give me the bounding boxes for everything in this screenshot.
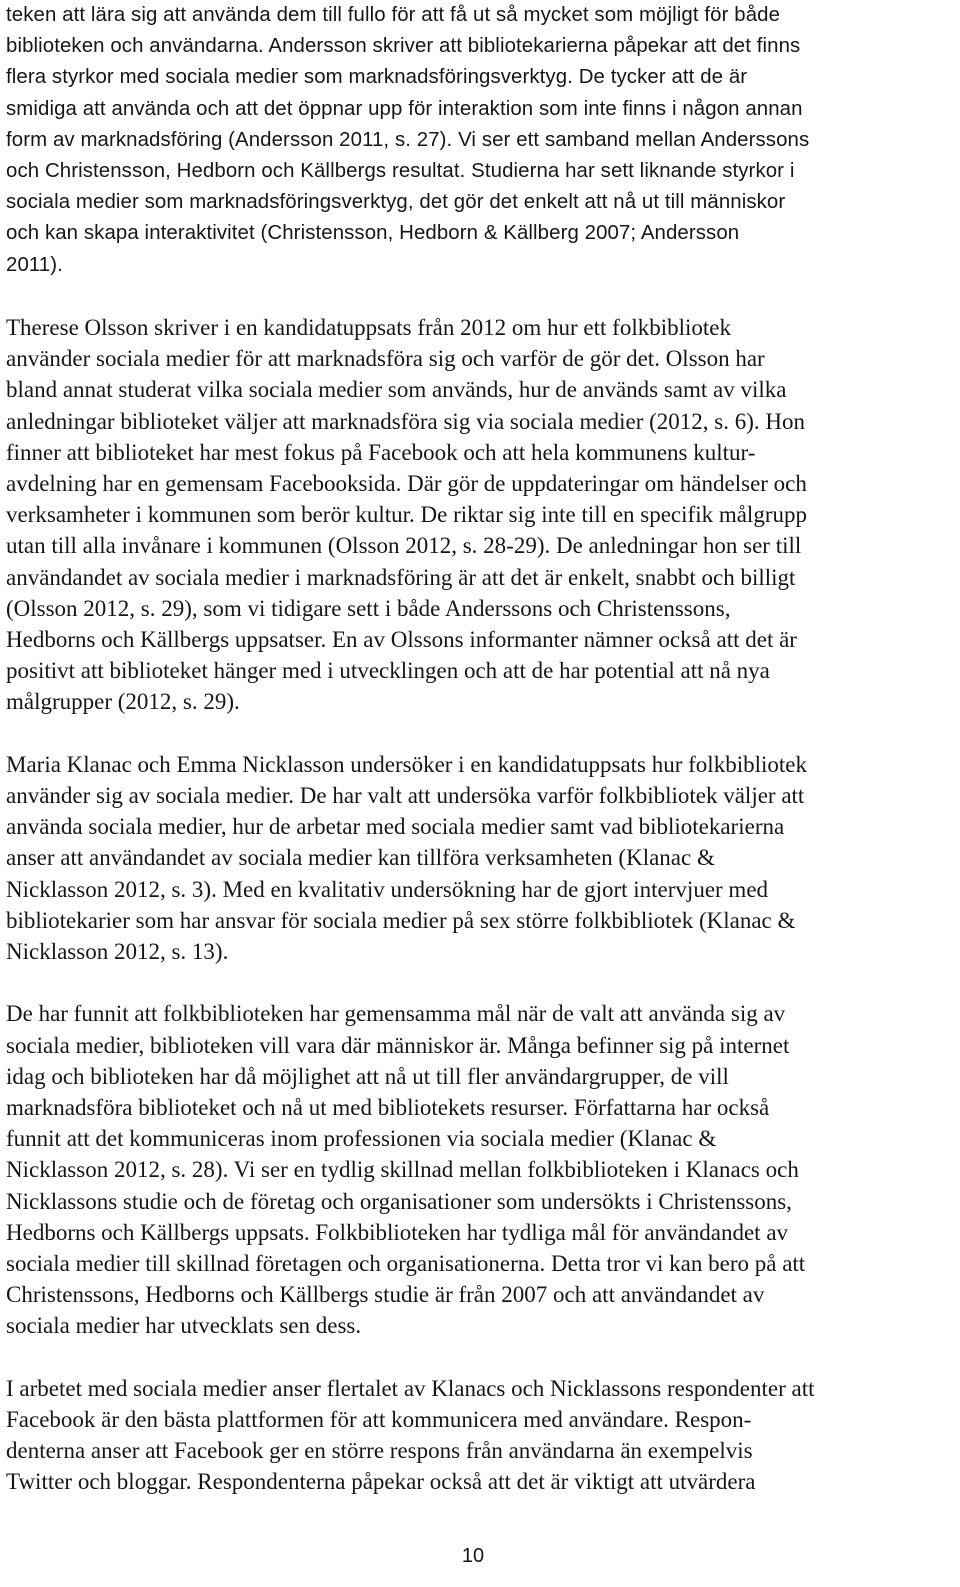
- text-line: Twitter och bloggar. Respondenterna påpekar också att det är viktigt att utvärdera: [6, 1469, 756, 1495]
- text-line: Therese Olsson skriver i en kandidatuppsats från 2012 om hur ett folkbibliotek: [6, 315, 731, 341]
- text-line: Hedborns och Källbergs uppsats. Folkbiblioteken har tydliga mål för användandet av: [6, 1219, 789, 1245]
- text-line: smidiga att använda och att det öppnar upp för interaktion som inte finns i någon annan: [6, 97, 803, 120]
- text-line: använder sociala medier för att marknadsföra sig och varför de gör det. Olsson har: [6, 346, 765, 372]
- paragraph: [6, 312, 946, 718]
- paragraph: [6, 0, 946, 281]
- text-line: (Olsson 2012, s. 29), som vi tidigare sett i både Anderssons och Christenssons,: [6, 595, 731, 621]
- text-line: form av marknadsföring (Andersson 2011, s. 27). Vi ser ett samband mellan Anderssons: [6, 128, 810, 151]
- text-line: sociala medier, biblioteken vill vara där människor är. Många befinner sig på internet: [6, 1032, 790, 1058]
- text-line: sociala medier har utvecklats sen dess.: [6, 1313, 362, 1339]
- text-line: verksamheter i kommunen som berör kultur. De riktar sig inte till en specifik målgrupp: [6, 502, 807, 528]
- text-line: utan till alla invånare i kommunen (Olsson 2012, s. 28-29). De anledningar hon ser till: [6, 533, 802, 559]
- text-line: De har funnit att folkbiblioteken har gemensamma mål när de valt att använda sig av: [6, 1001, 786, 1027]
- text-line: Nicklassons studie och de företag och organisationer som undersökts i Christenssons,: [6, 1188, 792, 1214]
- text-line: Nicklasson 2012, s. 28). Vi ser en tydlig skillnad mellan folkbiblioteken i Klanacs och: [6, 1157, 799, 1183]
- text-line: avdelning har en gemensam Facebooksida. Där gör de uppdateringar om händelser och: [6, 471, 807, 497]
- text-line: flera styrkor med sociala medier som marknadsföringsverktyg. De tycker att de är: [6, 66, 748, 89]
- text-line: användandet av sociala medier i marknadsföring är att det är enkelt, snabbt och billigt: [6, 564, 796, 590]
- text-line: och kan skapa interaktivitet (Christensson, Hedborn & Källberg 2007; Andersson: [6, 222, 740, 245]
- text-line: anser att användandet av sociala medier kan tillföra verksamheten (Klanac &: [6, 845, 715, 871]
- text-line: anledningar biblioteket väljer att marknadsföra sig via sociala medier (2012, s. 6). Hon: [6, 408, 806, 434]
- text-line: I arbetet med sociala medier anser flertalet av Klanacs och Nicklassons respondenter att: [6, 1375, 815, 1401]
- text-line: och Christensson, Hedborn och Källbergs resultat. Studierna har sett liknande styrkor i: [6, 160, 795, 183]
- text-line: använder sig av sociala medier. De har valt att undersöka varför folkbibliotek väljer att: [6, 783, 805, 809]
- paragraph: [6, 749, 946, 967]
- text-line: Nicklasson 2012, s. 13).: [6, 939, 229, 965]
- text-line: bibliotekarier som har ansvar för sociala medier på sex större folkbibliotek (Klanac &: [6, 907, 796, 933]
- text-line: sociala medier till skillnad företagen och organisationerna. Detta tror vi kan bero på att: [6, 1251, 806, 1277]
- text-line: funnit att det kommuniceras inom professionen via sociala medier (Klanac &: [6, 1126, 717, 1152]
- text-line: Nicklasson 2012, s. 3). Med en kvalitativ undersökning har de gjort intervjuer med: [6, 876, 769, 902]
- text-line: finner att biblioteket har mest fokus på Facebook och att hela kommunens kultur-: [6, 439, 756, 465]
- text-line: Hedborns och Källbergs uppsatser. En av Olssons informanter nämner också att det är: [6, 627, 797, 653]
- page-number: 10: [461, 1545, 485, 1567]
- text-line: 2011).: [6, 253, 63, 276]
- paragraph: [6, 998, 946, 1341]
- text-line: teken att lära sig att använda dem till fullo för att få ut så mycket som möjligt för både: [6, 4, 781, 26]
- text-line: Maria Klanac och Emma Nicklasson undersöker i en kandidatuppsats hur folkbibliotek: [6, 751, 807, 777]
- text-line: idag och biblioteken har då möjlighet att nå ut till fler användargrupper, de vill: [6, 1063, 729, 1089]
- text-line: använda sociala medier, hur de arbetar med sociala medier samt vad bibliotekarierna: [6, 814, 785, 840]
- text-line: bland annat studerat vilka sociala medier som används, hur de används samt av vilka: [6, 377, 787, 403]
- text-line: sociala medier som marknadsföringsverktyg, det gör det enkelt att nå ut till människor: [6, 191, 786, 214]
- text-line: Christenssons, Hedborns och Källbergs studie är från 2007 och att användandet av: [6, 1282, 765, 1308]
- text-line: marknadsföra biblioteket och nå ut med bibliotekets resurser. Författarna har också: [6, 1095, 770, 1121]
- text-line: denterna anser att Facebook ger en större respons från användarna än exempelvis: [6, 1438, 753, 1464]
- paragraph: [6, 1373, 946, 1498]
- text-line: biblioteken och användarna. Andersson skriver att bibliotekarierna påpekar att det finns: [6, 35, 801, 58]
- text-line: målgrupper (2012, s. 29).: [6, 689, 240, 715]
- body-text: [6, 0, 946, 1498]
- text-line: positivt att biblioteket hänger med i utvecklingen och att de har potential att nå nya: [6, 658, 770, 684]
- text-line: Facebook är den bästa plattformen för att kommunicera med användare. Respon-: [6, 1407, 752, 1433]
